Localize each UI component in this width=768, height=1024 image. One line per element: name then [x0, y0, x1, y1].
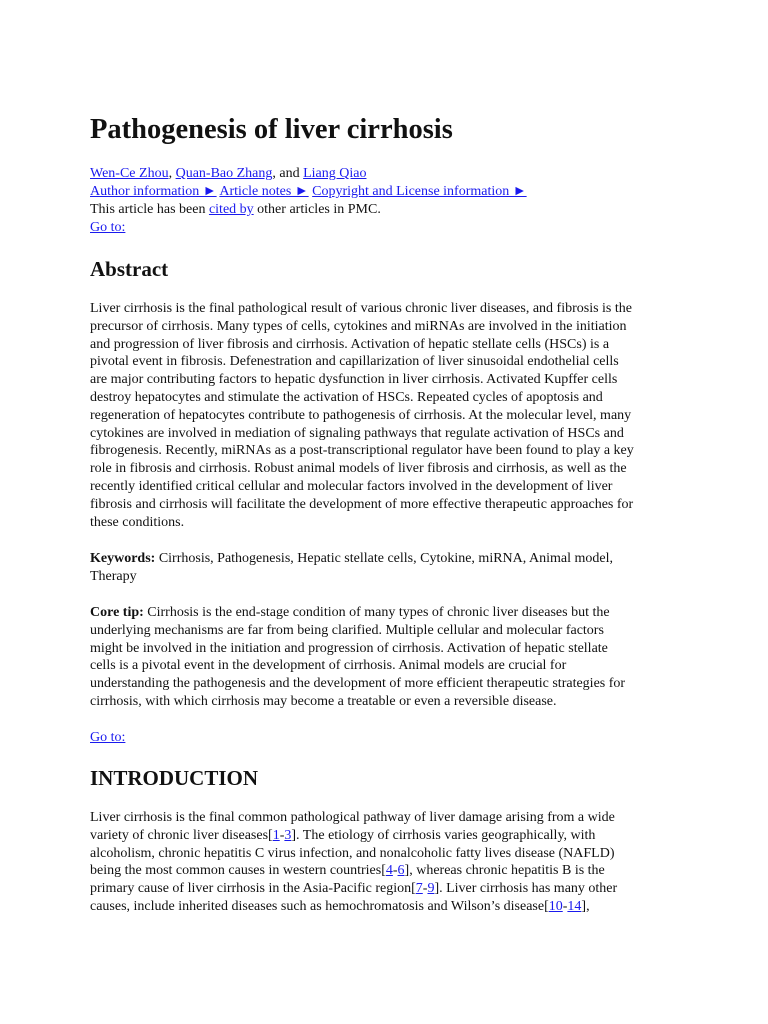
author-link-zhou[interactable]: Wen-Ce Zhou — [90, 166, 169, 181]
reference-link[interactable]: 4 — [385, 863, 393, 879]
intro-line: being the most common causes in western countries[4-6], whereas chronic hepatitis B is the — [90, 863, 605, 879]
abstract-line: precursor of cirrhosis. Many types of cells, cytokines and miRNAs are involved in the initiation — [90, 318, 627, 334]
core-tip-label: Core tip: — [90, 605, 144, 620]
core-tip-line: cells is a pivotal event in the development of cirrhosis. Animal models are crucial for — [90, 658, 567, 674]
abstract-line: cytokines are involved in mediation of signaling pathways that regulate activation of HSCs and — [90, 425, 624, 441]
core-tip-line: Cirrhosis is the end-stage condition of many types of chronic liver diseases but the — [143, 605, 610, 620]
reference-link[interactable]: 9 — [427, 881, 435, 897]
author-link-zhang[interactable]: Quan-Bao Zhang — [175, 166, 273, 181]
abstract-line: regeneration of hepatocytes contribute to pathogenesis of cirrhosis. At the molecular level, many — [90, 407, 632, 423]
abstract-line: fibrogenesis. Recently, miRNAs as a post-transcriptional regulator have been found to play a key — [90, 443, 634, 459]
author-list — [90, 165, 710, 183]
goto-link-abstract[interactable]: Go to: — [90, 730, 126, 745]
abstract-text — [90, 300, 690, 531]
core-tip-line: cirrhosis, with which cirrhosis may become a treatable or even a reversible disease. — [90, 693, 557, 709]
abstract-line: role in fibrosis and cirrhosis. Robust animal models of liver fibrosis and cirrhosis, as well as the — [90, 461, 627, 477]
abstract-heading: Abstract — [90, 257, 169, 281]
reference-link[interactable]: 10 — [548, 898, 563, 914]
keywords — [90, 550, 690, 586]
article-meta — [90, 165, 710, 237]
introduction-text — [90, 809, 690, 916]
core-tip-line: might be involved in the initiation and progression of cirrhosis. Activation of hepatic stellate — [90, 640, 608, 656]
author-information-link[interactable]: Author information ► — [90, 184, 217, 199]
reference-link[interactable]: 6 — [397, 863, 405, 879]
abstract-line: and progression of liver fibrosis and cirrhosis. Activation of hepatic stellate cells (HSCs) is a — [90, 336, 610, 352]
intro-line: variety of chronic liver diseases[1-3]. The etiology of cirrhosis varies geographically, with — [90, 827, 596, 843]
goto-link-top[interactable]: Go to: — [90, 220, 126, 235]
article-notes-link[interactable]: Article notes ► — [219, 184, 309, 199]
abstract-line: are major contributing factors to hepatic dysfunction in liver cirrhosis. Activated Kupffer cells — [90, 372, 618, 388]
keywords-line: Therapy — [90, 568, 137, 584]
core-tip-line: underlying mechanisms are far from being clarified. Multiple cellular and molecular factors — [90, 622, 604, 638]
keywords-label: Keywords: — [90, 551, 156, 566]
reference-link[interactable]: 1 — [272, 827, 280, 843]
copyright-license-link[interactable]: Copyright and License information ► — [312, 184, 527, 199]
intro-line: causes, include inherited diseases such as hemochromatosis and Wilson’s disease[10-14], — [90, 898, 590, 914]
author-separator: , — [168, 166, 176, 181]
article-title: Pathogenesis of liver cirrhosis — [90, 114, 453, 145]
abstract-line: destroy hepatocytes and stimulate the activation of HSCs. Repeated cycles of apoptosis and — [90, 389, 603, 405]
abstract-line: pivotal event in fibrosis. Defenestration and capillarization of liver sinusoidal endothelial cells — [90, 354, 619, 370]
reference-link[interactable]: 14 — [567, 898, 582, 914]
introduction-heading: INTRODUCTION — [90, 766, 259, 790]
abstract-line: fibrosis and cirrhosis will facilitate the development of more effective therapeutic approaches for — [90, 496, 634, 512]
cited-suffix: other articles in PMC. — [253, 202, 381, 217]
core-tip-line: understanding the pathogenesis and the development of more efficient therapeutic strategies for — [90, 676, 626, 692]
info-links — [90, 183, 710, 201]
reference-link[interactable]: 3 — [284, 827, 292, 843]
reference-link[interactable]: 7 — [415, 881, 423, 897]
cited-by-line — [90, 201, 710, 219]
intro-line: Liver cirrhosis is the final common pathological pathway of liver damage arising from a wide — [90, 810, 615, 825]
core-tip — [90, 604, 690, 711]
abstract-line: recently identified critical cellular and molecular factors involved in the development of liver — [90, 478, 613, 494]
intro-line: alcoholism, chronic hepatitis C virus infection, and nonalcoholic fatty lives disease (NAFLD) — [90, 845, 615, 861]
cited-by-link[interactable]: cited by — [208, 202, 254, 217]
intro-line: primary cause of liver cirrhosis in the Asia-Pacific region[7-9]. Liver cirrhosis has many other — [90, 881, 618, 897]
author-separator-and: , and — [272, 166, 304, 181]
abstract-line: these conditions. — [90, 514, 185, 530]
cited-prefix: This article has been — [90, 202, 209, 217]
keywords-line: Cirrhosis, Pathogenesis, Hepatic stellate cells, Cytokine, miRNA, Animal model, — [155, 551, 613, 566]
abstract-line: Liver cirrhosis is the final pathological result of various chronic liver diseases, and fibrosis is the — [90, 301, 632, 316]
author-link-qiao[interactable]: Liang Qiao — [303, 166, 367, 181]
